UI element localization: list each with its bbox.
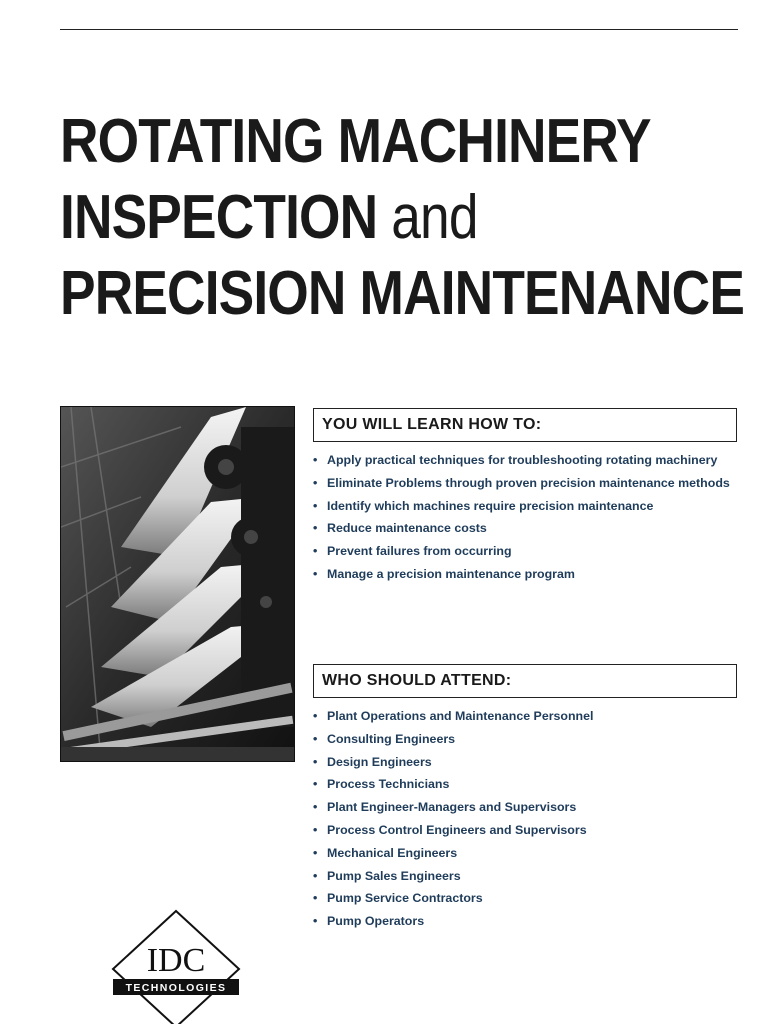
attend-list-item — [313, 913, 743, 929]
bullet-icon: • — [313, 754, 318, 769]
attend-list-item — [313, 868, 743, 884]
learn-item-text: Apply practical techniques for troubleshooting rotating machinery — [327, 453, 718, 467]
logo-subtitle: TECHNOLOGIES — [125, 982, 227, 994]
attend-item-text: Pump Sales Engineers — [327, 868, 461, 883]
bullet-icon: • — [313, 453, 318, 467]
machinery-photo-graphic — [61, 407, 294, 761]
attend-list-item — [313, 754, 743, 770]
bullet-icon: • — [313, 544, 318, 559]
attend-item-text: Plant Engineer-Managers and Supervisors — [327, 800, 577, 815]
bullet-icon: • — [313, 521, 318, 536]
idc-logo-graphic — [111, 909, 241, 1024]
title-line-1: ROTATING MACHINERY — [60, 107, 651, 176]
bullet-icon: • — [313, 731, 318, 746]
learn-list-item — [313, 498, 743, 514]
attend-item-text: Design Engineers — [327, 754, 432, 769]
bullet-icon: • — [313, 566, 318, 581]
learn-item-text: Prevent failures from occurring — [327, 544, 512, 559]
learn-item-text: Manage a precision maintenance program — [327, 566, 575, 581]
learn-list-item — [313, 475, 743, 491]
bullet-icon: • — [313, 475, 318, 490]
title-line-2-light: and — [377, 183, 478, 252]
title-line-2 — [60, 180, 744, 256]
attend-item-text: Plant Operations and Maintenance Personnel — [327, 709, 594, 723]
attend-item-text: Consulting Engineers — [327, 731, 456, 746]
bullet-icon: • — [313, 891, 318, 906]
learn-heading-box: YOU WILL LEARN HOW TO: — [313, 408, 737, 442]
attend-item-text: Process Control Engineers and Supervisors — [327, 822, 587, 837]
attend-list — [313, 708, 743, 936]
attend-list-item — [313, 708, 743, 724]
attend-list-item — [313, 822, 743, 838]
attend-list-item — [313, 731, 743, 747]
attend-item-text: Pump Operators — [327, 914, 425, 929]
learn-list-item — [313, 452, 743, 468]
learn-item-text: Reduce maintenance costs — [327, 521, 487, 536]
attend-item-text: Mechanical Engineers — [327, 845, 458, 860]
learn-list-item — [313, 543, 743, 559]
attend-item-text: Process Technicians — [327, 777, 450, 792]
learn-list-item — [313, 520, 743, 536]
bullet-icon: • — [313, 777, 318, 792]
bullet-icon: • — [313, 822, 318, 837]
attend-list-item — [313, 890, 743, 906]
idc-logo — [111, 909, 241, 1024]
bullet-icon: • — [313, 914, 318, 929]
page-title — [60, 104, 744, 332]
bullet-icon: • — [313, 498, 318, 513]
attend-list-item — [313, 845, 743, 861]
bullet-icon: • — [313, 800, 318, 815]
bullet-icon: • — [313, 868, 318, 883]
attend-item-text: Pump Service Contractors — [327, 891, 483, 906]
attend-heading-box: WHO SHOULD ATTEND: — [313, 664, 737, 698]
logo-name: IDC — [146, 942, 206, 979]
attend-list-item — [313, 776, 743, 792]
learn-list — [313, 452, 743, 589]
title-line-3: PRECISION MAINTENANCE — [60, 259, 745, 328]
title-line-2-bold: INSPECTION — [60, 183, 378, 252]
learn-item-text: Identify which machines require precision maintenance — [327, 498, 654, 513]
bullet-icon: • — [313, 845, 318, 860]
learn-item-text: Eliminate Problems through proven precision maintenance methods — [327, 475, 730, 490]
learn-list-item — [313, 566, 743, 582]
machinery-photo — [60, 406, 295, 762]
attend-list-item — [313, 799, 743, 815]
top-rule — [60, 29, 738, 30]
bullet-icon: • — [313, 709, 318, 723]
